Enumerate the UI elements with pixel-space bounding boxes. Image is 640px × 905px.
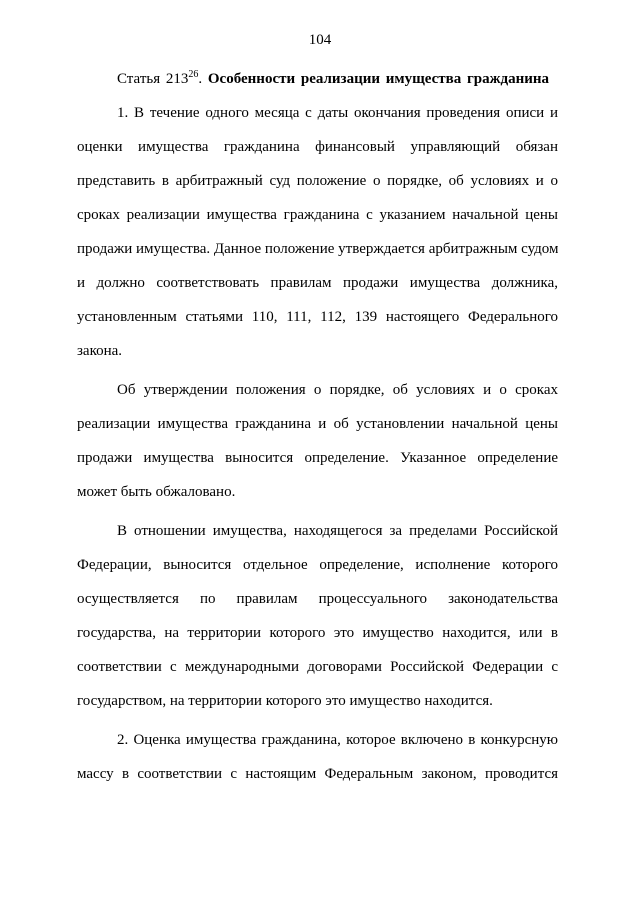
paragraph-line: осуществляется по правилам процессуального законодательства <box>77 591 558 607</box>
paragraph-line: продажи имущества. Данное положение утверждается арбитражным судом <box>77 241 558 257</box>
paragraph-line: массу в соответствии с настоящим Федеральным законом, проводится <box>77 766 558 782</box>
paragraph-line: установленным статьями 110, 111, 112, 139 настоящего Федерального <box>77 309 558 325</box>
page-number: 104 <box>308 32 332 48</box>
paragraph <box>77 373 558 509</box>
paragraph-line: Об утверждении положения о порядке, об условиях и о сроках <box>117 382 558 398</box>
paragraph-line: оценки имущества гражданина финансовый управляющий обязан <box>77 139 558 155</box>
paragraph-line: продажи имущества выносится определение. Указанное определение <box>77 450 558 466</box>
paragraph <box>77 514 558 718</box>
document-body <box>77 62 558 791</box>
paragraph-line: 1. В течение одного месяца с даты окончания проведения описи и <box>117 105 558 121</box>
article-separator: . <box>198 71 208 87</box>
paragraph-line: 2. Оценка имущества гражданина, которое включено в конкурсную <box>117 732 558 748</box>
paragraph <box>77 723 558 791</box>
paragraph-line: соответствии с международными договорами Российской Федерации с <box>77 659 558 675</box>
paragraph-line: государства, на территории которого это имущество находится, или в <box>77 625 558 641</box>
paragraph-line: государством, на территории которого это имущество находится. <box>77 693 493 709</box>
paragraph-line: реализации имущества гражданина и об установлении начальной цены <box>77 416 558 432</box>
paragraph-line: В отношении имущества, находящегося за пределами Российской <box>117 523 558 539</box>
article-title: Особенности реализации имущества гражданина <box>207 71 550 87</box>
article-superscript: 26 <box>188 69 199 80</box>
paragraph-line: может быть обжаловано. <box>77 484 236 500</box>
article-heading <box>77 62 558 96</box>
paragraph-line: и должно соответствовать правилам продажи имущества должника, <box>77 275 558 291</box>
paragraph-line: Федерации, выносится отдельное определение, исполнение которого <box>77 557 558 573</box>
paragraph-line: представить в арбитражный суд положение о порядке, об условиях и о <box>77 173 558 189</box>
paragraph <box>77 96 558 368</box>
paragraph-line: закона. <box>77 343 123 359</box>
paragraph-line: сроках реализации имущества гражданина с указанием начальной цены <box>77 207 558 223</box>
article-label: Статья 213 <box>117 71 189 87</box>
